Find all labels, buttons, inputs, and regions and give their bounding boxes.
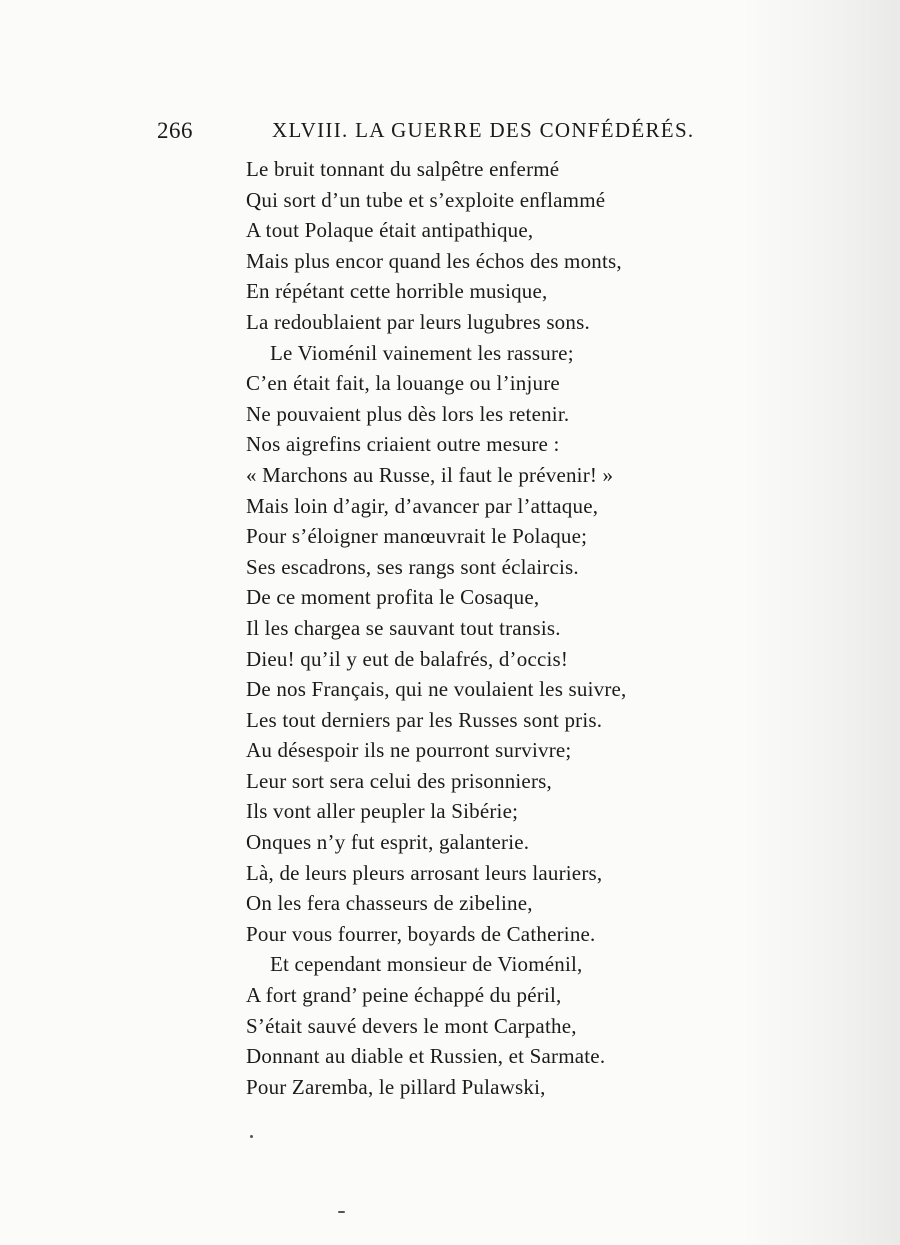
print-speck — [250, 1135, 253, 1138]
verse-line: Le Vioménil vainement les rassure; — [270, 340, 574, 365]
verse-line: Et cependant monsieur de Vioménil, — [270, 952, 583, 977]
verse-line: Ses escadrons, ses rangs sont éclaircis. — [246, 554, 579, 579]
verse-line: Pour s’éloigner manœuvrait le Polaque; — [246, 524, 588, 549]
verse-line: Mais loin d’agir, d’avancer par l’attaque, — [246, 493, 599, 518]
verse-line: De nos Français, qui ne voulaient les suivre, — [246, 677, 627, 702]
verse-line: Dieu! qu’il y eut de balafrés, d’occis! — [246, 646, 569, 671]
verse-line: Ils vont aller peupler la Sibérie; — [246, 799, 519, 824]
verse-line: Donnant au diable et Russien, et Sarmate. — [246, 1044, 606, 1069]
verse-line: Il les chargea se sauvant tout transis. — [246, 615, 561, 640]
running-title: XLVIII. LA GUERRE DES CONFÉDÉRÉS. — [272, 118, 695, 142]
print-speck — [338, 1211, 345, 1213]
poem-text — [246, 154, 876, 1102]
verse-line: A tout Polaque était antipathique, — [246, 218, 534, 243]
verse-line: Leur sort sera celui des prisonniers, — [246, 768, 552, 793]
verse-line: Pour Zaremba, le pillard Pulawski, — [246, 1074, 546, 1099]
verse-line: Ne pouvaient plus dès lors les retenir. — [246, 401, 570, 426]
page-number: 266 — [157, 118, 193, 143]
verse-line: Les tout derniers par les Russes sont pris. — [246, 707, 603, 732]
verse-line: A fort grand’ peine échappé du péril, — [246, 983, 562, 1008]
verse-line: Là, de leurs pleurs arrosant leurs lauriers, — [246, 860, 603, 885]
verse-line: Au désespoir ils ne pourront survivre; — [246, 738, 572, 763]
page-header — [0, 110, 900, 150]
verse-line: Nos aigrefins criaient outre mesure : — [246, 432, 560, 457]
verse-line: C’en était fait, la louange ou l’injure — [246, 371, 560, 396]
verse-line: Le bruit tonnant du salpêtre enfermé — [246, 157, 560, 181]
verse-line: En répétant cette horrible musique, — [246, 279, 548, 304]
verse-line: Mais plus encor quand les échos des monts, — [246, 248, 622, 273]
verse-line: On les fera chasseurs de zibeline, — [246, 891, 533, 916]
verse-line: « Marchons au Russe, il faut le prévenir! » — [246, 462, 614, 487]
verse-line: Pour vous fourrer, boyards de Catherine. — [246, 921, 596, 946]
verse-line: Onques n’y fut esprit, galanterie. — [246, 830, 530, 855]
verse-line: Qui sort d’un tube et s’exploite enflammé — [246, 187, 606, 212]
verse-line: De ce moment profita le Cosaque, — [246, 585, 540, 610]
verse-line: S’était sauvé devers le mont Carpathe, — [246, 1013, 577, 1038]
verse-line: La redoublaient par leurs lugubres sons. — [246, 309, 590, 334]
